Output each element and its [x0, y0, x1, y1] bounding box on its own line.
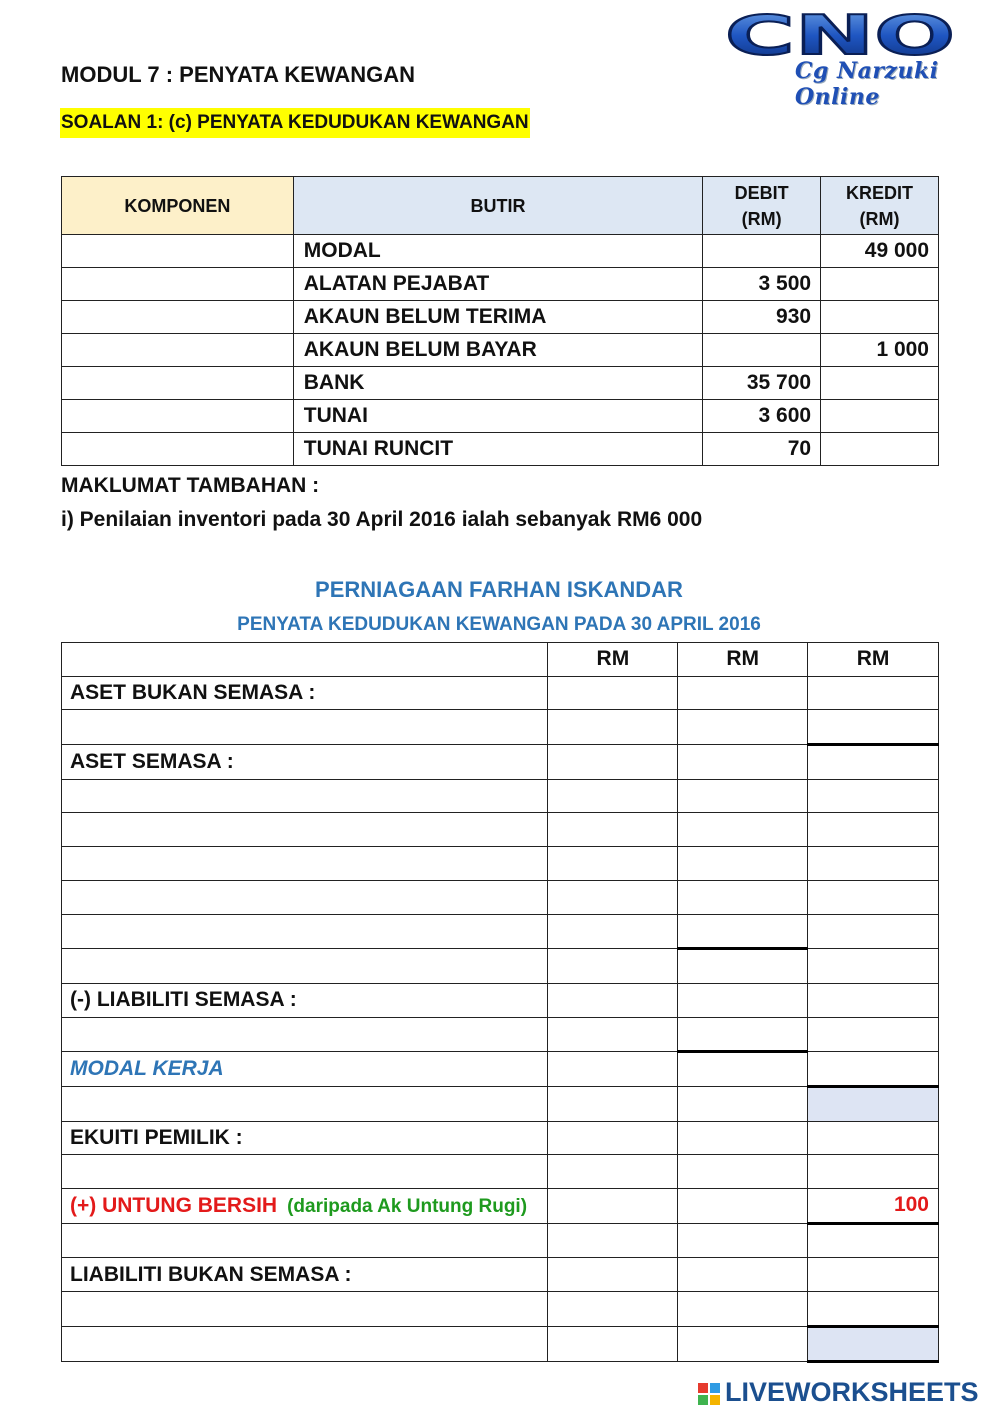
input-cell[interactable] [808, 1258, 939, 1292]
cno-logo [722, 10, 958, 62]
total-input-cell[interactable] [808, 1086, 939, 1121]
input-cell[interactable] [678, 745, 808, 780]
input-cell[interactable] [548, 779, 678, 813]
table-row [62, 1121, 939, 1155]
input-cell[interactable] [678, 1189, 808, 1224]
table-row [62, 433, 939, 466]
cell-komponen[interactable] [62, 268, 294, 301]
cell-kredit: 1 000 [821, 334, 939, 367]
input-cell[interactable] [548, 1292, 678, 1327]
input-cell[interactable] [808, 813, 939, 847]
input-cell[interactable] [62, 1017, 548, 1052]
input-cell[interactable] [678, 983, 808, 1017]
total-input-cell[interactable] [808, 1326, 939, 1362]
financial-position-table [61, 642, 939, 1363]
cell-debit: 3 600 [703, 400, 821, 433]
input-cell[interactable] [678, 847, 808, 881]
header-butir: BUTIR [293, 177, 702, 235]
input-cell[interactable] [548, 1155, 678, 1189]
cell-butir: AKAUN BELUM TERIMA [293, 301, 702, 334]
table-row [62, 1017, 939, 1052]
table-row [62, 1052, 939, 1087]
untung-bersih-note: (daripada Ak Untung Rugi) [287, 1195, 528, 1217]
input-cell[interactable] [548, 914, 678, 949]
table-row [62, 1326, 939, 1362]
input-cell[interactable] [678, 1223, 808, 1258]
table-row [62, 813, 939, 847]
input-cell[interactable] [548, 1086, 678, 1121]
label-ekuiti-pemilik: EKUITI PEMILIK : [62, 1121, 548, 1155]
cell-kredit [821, 400, 939, 433]
table-row [62, 235, 939, 268]
input-cell[interactable] [678, 813, 808, 847]
statement-title: PENYATA KEDUDUKAN KEWANGAN PADA 30 APRIL 2016 [237, 614, 761, 635]
input-cell[interactable] [548, 1189, 678, 1224]
cell-kredit [821, 301, 939, 334]
cell-kredit [821, 367, 939, 400]
cell-butir: MODAL [293, 235, 702, 268]
liveworksheets-brand: LIVEWORKSHEETS [725, 1377, 979, 1407]
input-cell[interactable] [678, 1155, 808, 1189]
input-cell[interactable] [548, 1258, 678, 1292]
input-cell[interactable] [62, 847, 548, 881]
table-row [62, 1258, 939, 1292]
input-cell[interactable] [678, 1121, 808, 1155]
table-row [62, 1223, 939, 1258]
cell-debit: 35 700 [703, 367, 821, 400]
input-cell[interactable] [548, 880, 678, 914]
input-cell[interactable] [808, 779, 939, 813]
header-rm-1: RM [548, 643, 678, 677]
cell-komponen[interactable] [62, 235, 294, 268]
input-cell[interactable] [808, 983, 939, 1017]
input-cell[interactable] [678, 779, 808, 813]
trial-balance-table [61, 176, 939, 466]
table-row [62, 334, 939, 367]
cell-komponen[interactable] [62, 367, 294, 400]
cno-logo-text: CNO [725, 10, 955, 62]
cell-komponen[interactable] [62, 301, 294, 334]
input-cell[interactable] [62, 1326, 548, 1362]
input-cell[interactable] [62, 1086, 548, 1121]
input-cell[interactable] [808, 847, 939, 881]
table-row [62, 301, 939, 334]
table-row [62, 676, 939, 710]
label-aset-semasa: ASET SEMASA : [62, 745, 548, 780]
cell-butir: TUNAI RUNCIT [293, 433, 702, 466]
header-komponen: KOMPONEN [62, 177, 294, 235]
table-row [62, 983, 939, 1017]
cell-debit: 930 [703, 301, 821, 334]
table-row [62, 1189, 939, 1224]
table-row [62, 880, 939, 914]
input-cell[interactable] [62, 1292, 548, 1327]
cell-debit: 70 [703, 433, 821, 466]
input-cell[interactable] [548, 1326, 678, 1362]
table-row [62, 710, 939, 745]
table-header-row [62, 177, 939, 235]
input-cell[interactable] [678, 710, 808, 745]
table-row [62, 847, 939, 881]
cell-komponen[interactable] [62, 400, 294, 433]
cell-butir: BANK [293, 367, 702, 400]
table-header-row [62, 643, 939, 677]
input-cell[interactable] [808, 1155, 939, 1189]
input-cell[interactable] [548, 1017, 678, 1052]
input-cell[interactable] [62, 914, 548, 949]
cell-debit [703, 334, 821, 367]
input-cell[interactable] [678, 949, 808, 984]
header-blank [62, 643, 548, 677]
table-row [62, 400, 939, 433]
additional-info-heading: MAKLUMAT TAMBAHAN : [61, 474, 320, 497]
input-cell[interactable] [62, 779, 548, 813]
cell-kredit [821, 433, 939, 466]
input-cell[interactable] [808, 676, 939, 710]
cell-butir: ALATAN PEJABAT [293, 268, 702, 301]
label-liabiliti-semasa: (-) LIABILITI SEMASA : [62, 983, 548, 1017]
input-cell[interactable] [808, 1292, 939, 1327]
input-cell[interactable] [808, 1121, 939, 1155]
input-cell[interactable] [678, 880, 808, 914]
input-cell[interactable] [678, 1052, 808, 1087]
table-row [62, 367, 939, 400]
label-liabiliti-bukan-semasa: LIABILITI BUKAN SEMASA : [62, 1258, 548, 1292]
cell-kredit [821, 268, 939, 301]
header-kredit: KREDIT (RM) [821, 177, 939, 235]
liveworksheets-icon [698, 1383, 720, 1405]
page-title: MODUL 7 : PENYATA KEWANGAN [61, 62, 416, 87]
table-row [62, 745, 939, 780]
input-cell[interactable] [678, 676, 808, 710]
table-row [62, 1086, 939, 1121]
input-cell[interactable] [62, 1223, 548, 1258]
input-cell[interactable] [808, 1223, 939, 1258]
table-row [62, 268, 939, 301]
cell-komponen[interactable] [62, 334, 294, 367]
input-cell[interactable] [548, 813, 678, 847]
input-cell[interactable] [62, 710, 548, 745]
input-cell[interactable] [62, 880, 548, 914]
input-cell[interactable] [548, 710, 678, 745]
input-cell[interactable] [62, 949, 548, 984]
input-cell[interactable] [678, 1086, 808, 1121]
input-cell[interactable] [548, 983, 678, 1017]
table-row [62, 1292, 939, 1327]
table-row [62, 779, 939, 813]
table-row [62, 949, 939, 984]
cell-butir: TUNAI [293, 400, 702, 433]
input-cell[interactable] [678, 1326, 808, 1362]
input-cell[interactable] [808, 880, 939, 914]
input-cell[interactable] [548, 1121, 678, 1155]
table-row [62, 914, 939, 949]
input-cell[interactable] [808, 710, 939, 745]
cno-logo-subtitle: Cg Narzuki Online [795, 58, 939, 110]
input-cell[interactable] [678, 1017, 808, 1052]
untung-bersih-text: (+) UNTUNG BERSIH [70, 1193, 278, 1217]
cell-debit [703, 235, 821, 268]
header-rm-3: RM [808, 643, 939, 677]
header-rm-2: RM [678, 643, 808, 677]
cell-butir: AKAUN BELUM BAYAR [293, 334, 702, 367]
input-cell[interactable] [808, 1017, 939, 1052]
input-cell[interactable] [548, 745, 678, 780]
input-cell[interactable] [548, 1223, 678, 1258]
label-untung-bersih [62, 1189, 548, 1224]
question-subtitle: SOALAN 1: (c) PENYATA KEDUDUKAN KEWANGAN [60, 108, 530, 138]
input-cell[interactable] [808, 1052, 939, 1087]
label-modal-kerja: MODAL KERJA [62, 1052, 548, 1087]
label-aset-bukan-semasa: ASET BUKAN SEMASA : [62, 676, 548, 710]
input-cell[interactable] [678, 1292, 808, 1327]
input-cell[interactable] [808, 914, 939, 949]
company-name: PERNIAGAAN FARHAN ISKANDAR [315, 577, 683, 602]
input-cell[interactable] [62, 813, 548, 847]
input-cell[interactable] [808, 949, 939, 984]
input-cell[interactable] [548, 1052, 678, 1087]
cell-komponen[interactable] [62, 433, 294, 466]
input-cell[interactable] [62, 1155, 548, 1189]
input-cell[interactable] [678, 914, 808, 949]
cell-debit: 3 500 [703, 268, 821, 301]
additional-info-item: i) Penilaian inventori pada 30 April 2016 ialah sebanyak RM6 000 [61, 508, 703, 531]
untung-bersih-value: 100 [808, 1189, 939, 1224]
cell-kredit: 49 000 [821, 235, 939, 268]
input-cell[interactable] [548, 676, 678, 710]
input-cell[interactable] [548, 949, 678, 984]
input-cell[interactable] [808, 745, 939, 780]
input-cell[interactable] [678, 1258, 808, 1292]
header-debit: DEBIT (RM) [703, 177, 821, 235]
table-row [62, 1155, 939, 1189]
input-cell[interactable] [548, 847, 678, 881]
